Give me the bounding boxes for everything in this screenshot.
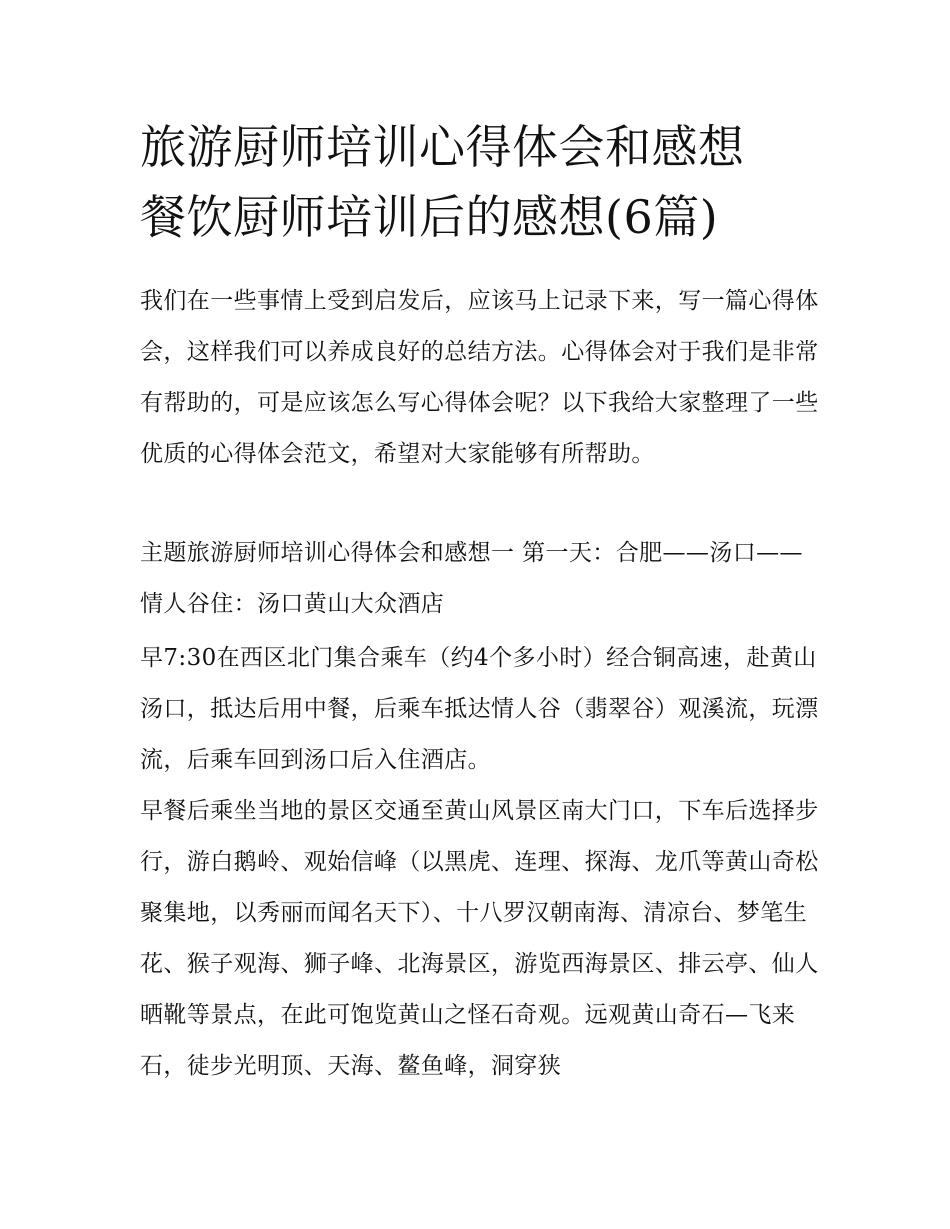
title-line-2: 餐饮厨师培训后的感想(6篇) — [140, 190, 719, 244]
title-line-1: 旅游厨师培训心得体会和感想 — [140, 120, 745, 174]
document-title — [140, 112, 820, 252]
paragraph-intro: 我们在一些事情上受到启发后，应该马上记录下来，写一篇心得体会，这样我们可以养成良好的总结方法。心得体会对于我们是非常有帮助的，可是应该怎么写心得体会呢？以下我给大家整理了一些优质的心得体会范文，希望对大家能够有所帮助。 — [140, 288, 819, 467]
paragraph-day-one-heading: 主题旅游厨师培训心得体会和感想一 第一天：合肥——汤口——情人谷住：汤口黄山大众酒店 — [140, 540, 803, 617]
paragraph-huangshan-tour: 早餐后乘坐当地的景区交通至黄山风景区南大门口，下车后选择步行，游白鹅岭、观始信峰（以黑虎、连理、探海、龙爪等黄山奇松聚集地，以秀丽而闻名天下）、十八罗汉朝南海、清凉台、梦笔生花、猴子观海、狮子峰、北海景区，游览西海景区、排云亭、仙人晒靴等景点，在此可饱览黄山之怪石奇观。远观黄山奇石—飞来石，徒步光明顶、天海、鳌鱼峰，洞穿狭 — [140, 798, 819, 1079]
paragraph-day-one-itinerary: 早7:30在西区北门集合乘车（约4个多小时）经合铜高速，赴黄山汤口，抵达后用中餐，后乘车抵达情人谷（翡翠谷）观溪流，玩漂流，后乘车回到汤口后入住酒店。 — [140, 645, 819, 773]
